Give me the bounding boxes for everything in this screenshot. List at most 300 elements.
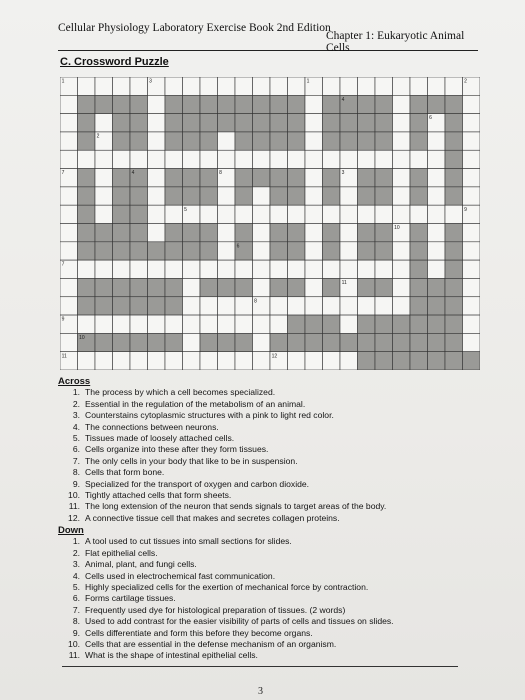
grid-cell-blank[interactable] bbox=[113, 352, 131, 370]
grid-cell-blank[interactable] bbox=[60, 150, 78, 168]
grid-cell-blank[interactable] bbox=[428, 77, 446, 95]
grid-cell-blank[interactable] bbox=[60, 114, 78, 132]
grid-cell-blank[interactable] bbox=[218, 150, 236, 168]
grid-cell-blank[interactable] bbox=[218, 224, 236, 242]
grid-cell-shaded bbox=[78, 205, 96, 223]
grid-cell-blank[interactable] bbox=[393, 77, 411, 95]
grid-cell-blank[interactable] bbox=[113, 260, 131, 278]
grid-cell-shaded bbox=[323, 333, 341, 351]
grid-cell-blank[interactable] bbox=[393, 169, 411, 187]
grid-cell-shaded bbox=[288, 278, 306, 296]
grid-cell-blank[interactable] bbox=[463, 278, 481, 296]
grid-cell-shaded bbox=[165, 114, 183, 132]
grid-cell-blank[interactable] bbox=[305, 224, 323, 242]
grid-cell-blank[interactable] bbox=[305, 297, 323, 315]
grid-cell-blank[interactable] bbox=[375, 150, 393, 168]
grid-cell-shaded bbox=[235, 187, 253, 205]
grid-cell-blank[interactable] bbox=[183, 260, 201, 278]
grid-cell-blank[interactable] bbox=[253, 205, 271, 223]
grid-cell-blank[interactable] bbox=[270, 297, 288, 315]
grid-cell-blank[interactable] bbox=[183, 278, 201, 296]
grid-cell-blank[interactable] bbox=[463, 95, 481, 113]
grid-cell-shaded bbox=[288, 333, 306, 351]
grid-cell-blank[interactable] bbox=[323, 352, 341, 370]
down-clue bbox=[58, 548, 394, 559]
grid-cell-blank[interactable] bbox=[358, 260, 376, 278]
grid-cell-blank[interactable] bbox=[340, 77, 358, 95]
grid-cell-blank[interactable] bbox=[148, 114, 166, 132]
grid-cell-blank[interactable] bbox=[148, 132, 166, 150]
grid-cell-blank[interactable] bbox=[148, 315, 166, 333]
grid-cell-blank[interactable] bbox=[463, 297, 481, 315]
grid-cell-blank[interactable] bbox=[130, 315, 148, 333]
grid-cell-blank[interactable] bbox=[95, 187, 113, 205]
grid-cell-blank[interactable] bbox=[200, 77, 218, 95]
grid-cell-shaded bbox=[428, 95, 446, 113]
grid-cell-shaded bbox=[288, 315, 306, 333]
grid-cell-blank[interactable] bbox=[218, 77, 236, 95]
grid-cell-blank[interactable] bbox=[463, 224, 481, 242]
clue-number: 8. bbox=[72, 467, 80, 478]
grid-cell-shaded bbox=[200, 95, 218, 113]
grid-cell-blank[interactable] bbox=[428, 150, 446, 168]
grid-cell-blank[interactable] bbox=[375, 77, 393, 95]
grid-cell-blank[interactable] bbox=[235, 205, 253, 223]
grid-clue-number: 6 bbox=[236, 243, 240, 250]
grid-cell-blank[interactable] bbox=[95, 150, 113, 168]
grid-cell-blank[interactable] bbox=[235, 150, 253, 168]
grid-cell-blank[interactable] bbox=[305, 260, 323, 278]
grid-cell-blank[interactable] bbox=[253, 77, 271, 95]
grid-cell-blank[interactable] bbox=[200, 150, 218, 168]
grid-cell-blank[interactable] bbox=[165, 205, 183, 223]
grid-cell-shaded bbox=[410, 297, 428, 315]
grid-cell-shaded bbox=[183, 187, 201, 205]
grid-cell-blank[interactable] bbox=[358, 77, 376, 95]
grid-cell-blank[interactable] bbox=[253, 278, 271, 296]
grid-cell-shaded bbox=[358, 315, 376, 333]
grid-cell-shaded bbox=[445, 150, 463, 168]
grid-cell-shaded bbox=[323, 224, 341, 242]
grid-cell-blank[interactable] bbox=[288, 205, 306, 223]
clue-text: Specialized for the transport of oxygen and carbon dioxide. bbox=[85, 478, 310, 489]
grid-cell-shaded bbox=[95, 242, 113, 260]
grid-cell-blank[interactable] bbox=[410, 150, 428, 168]
grid-cell-blank[interactable] bbox=[463, 169, 481, 187]
grid-cell-blank[interactable] bbox=[130, 352, 148, 370]
grid-cell-shaded bbox=[428, 352, 446, 370]
grid-cell-blank[interactable] bbox=[148, 205, 166, 223]
grid-cell-blank[interactable] bbox=[235, 260, 253, 278]
grid-cell-blank[interactable] bbox=[445, 205, 463, 223]
grid-cell-blank[interactable] bbox=[253, 150, 271, 168]
clue-text: What is the shape of intestinal epithelial cells. bbox=[85, 650, 258, 661]
grid-cell-blank[interactable] bbox=[60, 242, 78, 260]
grid-cell-blank[interactable] bbox=[428, 224, 446, 242]
grid-cell-shaded bbox=[235, 278, 253, 296]
grid-cell-blank[interactable] bbox=[410, 205, 428, 223]
grid-cell-blank[interactable] bbox=[428, 187, 446, 205]
clue-number: 5. bbox=[72, 582, 80, 593]
down-clue bbox=[58, 571, 394, 582]
grid-cell-shaded bbox=[183, 169, 201, 187]
grid-clue-number: 8 bbox=[219, 170, 222, 177]
grid-cell-shaded bbox=[165, 297, 183, 315]
grid-cell-shaded bbox=[78, 169, 96, 187]
grid-cell-shaded bbox=[305, 315, 323, 333]
grid-cell-shaded bbox=[270, 187, 288, 205]
grid-cell-blank[interactable] bbox=[60, 187, 78, 205]
grid-cell-shaded bbox=[78, 297, 96, 315]
grid-cell-blank[interactable] bbox=[340, 352, 358, 370]
grid-cell-shaded bbox=[375, 242, 393, 260]
grid-cell-blank[interactable] bbox=[60, 132, 78, 150]
grid-cell-blank[interactable] bbox=[428, 242, 446, 260]
grid-cell-blank[interactable] bbox=[253, 260, 271, 278]
grid-cell-blank[interactable] bbox=[375, 205, 393, 223]
grid-cell-blank[interactable] bbox=[305, 114, 323, 132]
grid-cell-blank[interactable] bbox=[305, 352, 323, 370]
grid-cell-blank[interactable] bbox=[165, 315, 183, 333]
grid-cell-blank[interactable] bbox=[253, 224, 271, 242]
clue-text: Used to add contrast for the easier visibility of parts of cells and tissues on slides. bbox=[85, 616, 394, 627]
grid-cell-blank[interactable] bbox=[463, 187, 481, 205]
grid-cell-blank[interactable] bbox=[305, 205, 323, 223]
grid-cell-blank[interactable] bbox=[463, 114, 481, 132]
grid-cell-blank[interactable] bbox=[323, 297, 341, 315]
grid-cell-blank[interactable] bbox=[270, 205, 288, 223]
clue-number: 2. bbox=[72, 547, 80, 558]
grid-cell-blank[interactable] bbox=[428, 169, 446, 187]
grid-cell-blank[interactable] bbox=[60, 278, 78, 296]
grid-cell-blank[interactable] bbox=[393, 242, 411, 260]
grid-cell-blank[interactable] bbox=[428, 132, 446, 150]
grid-cell-shaded bbox=[445, 114, 463, 132]
grid-cell-shaded bbox=[130, 114, 148, 132]
grid-cell-blank[interactable] bbox=[463, 132, 481, 150]
grid-cell-blank[interactable] bbox=[410, 77, 428, 95]
grid-cell-blank[interactable] bbox=[288, 77, 306, 95]
grid-cell-shaded bbox=[235, 95, 253, 113]
grid-cell-blank[interactable] bbox=[165, 352, 183, 370]
grid-cell-blank[interactable] bbox=[270, 77, 288, 95]
grid-cell-blank[interactable] bbox=[323, 77, 341, 95]
grid-cell-blank[interactable] bbox=[393, 278, 411, 296]
grid-cell-blank[interactable] bbox=[305, 187, 323, 205]
grid-cell-shaded bbox=[288, 95, 306, 113]
grid-cell-blank[interactable] bbox=[200, 260, 218, 278]
grid-cell-blank[interactable] bbox=[218, 297, 236, 315]
grid-cell-shaded bbox=[428, 278, 446, 296]
grid-cell-shaded bbox=[410, 352, 428, 370]
grid-cell-blank[interactable] bbox=[288, 297, 306, 315]
grid-cell-blank[interactable] bbox=[95, 169, 113, 187]
down-clues bbox=[58, 525, 394, 662]
grid-cell-shaded bbox=[375, 224, 393, 242]
grid-cell-shaded bbox=[375, 169, 393, 187]
grid-cell-blank[interactable] bbox=[183, 352, 201, 370]
grid-cell-blank[interactable] bbox=[340, 315, 358, 333]
grid-cell-blank[interactable] bbox=[60, 297, 78, 315]
grid-cell-shaded bbox=[445, 333, 463, 351]
grid-cell-blank[interactable] bbox=[78, 315, 96, 333]
grid-cell-blank[interactable] bbox=[113, 150, 131, 168]
clue-text: Essential in the regulation of the metabolism of an animal. bbox=[85, 398, 306, 409]
clue-number: 9. bbox=[72, 627, 80, 638]
grid-cell-blank[interactable] bbox=[130, 77, 148, 95]
grid-cell-blank[interactable] bbox=[218, 315, 236, 333]
grid-cell-shaded bbox=[410, 224, 428, 242]
grid-cell-blank[interactable] bbox=[200, 205, 218, 223]
grid-cell-blank[interactable] bbox=[305, 150, 323, 168]
grid-cell-blank[interactable] bbox=[340, 297, 358, 315]
grid-cell-shaded bbox=[445, 224, 463, 242]
grid-cell-shaded bbox=[270, 333, 288, 351]
grid-cell-shaded bbox=[148, 242, 166, 260]
clue-number: 1. bbox=[72, 387, 80, 398]
grid-cell-blank[interactable] bbox=[270, 315, 288, 333]
across-clue bbox=[58, 479, 386, 490]
grid-cell-shaded bbox=[358, 95, 376, 113]
clue-text: Cells that form bone. bbox=[85, 467, 165, 478]
grid-cell-blank[interactable] bbox=[130, 260, 148, 278]
grid-cell-blank[interactable] bbox=[130, 150, 148, 168]
grid-cell-blank[interactable] bbox=[95, 315, 113, 333]
grid-cell-blank[interactable] bbox=[340, 260, 358, 278]
grid-cell-shaded bbox=[270, 132, 288, 150]
grid-cell-blank[interactable] bbox=[340, 150, 358, 168]
grid-cell-shaded bbox=[288, 169, 306, 187]
grid-cell-blank[interactable] bbox=[218, 205, 236, 223]
grid-cell-shaded bbox=[148, 333, 166, 351]
grid-cell-blank[interactable] bbox=[463, 150, 481, 168]
grid-cell-blank[interactable] bbox=[323, 150, 341, 168]
grid-cell-blank[interactable] bbox=[340, 187, 358, 205]
grid-cell-blank[interactable] bbox=[78, 77, 96, 95]
grid-cell-blank[interactable] bbox=[463, 260, 481, 278]
grid-cell-blank[interactable] bbox=[218, 187, 236, 205]
grid-cell-blank[interactable] bbox=[253, 187, 271, 205]
grid-cell-blank[interactable] bbox=[235, 352, 253, 370]
grid-cell-blank[interactable] bbox=[463, 333, 481, 351]
grid-cell-blank[interactable] bbox=[340, 224, 358, 242]
grid-cell-blank[interactable] bbox=[218, 352, 236, 370]
grid-cell-blank[interactable] bbox=[113, 315, 131, 333]
grid-cell-shaded bbox=[323, 315, 341, 333]
grid-cell-blank[interactable] bbox=[393, 187, 411, 205]
across-clue bbox=[58, 467, 386, 478]
grid-cell-blank[interactable] bbox=[95, 205, 113, 223]
grid-cell-blank[interactable] bbox=[305, 169, 323, 187]
grid-clue-number: 11 bbox=[341, 280, 347, 287]
footer-divider bbox=[62, 666, 458, 667]
grid-cell-blank[interactable] bbox=[200, 352, 218, 370]
clue-text: Animal, plant, and fungi cells. bbox=[85, 559, 197, 570]
grid-cell-shaded bbox=[288, 187, 306, 205]
grid-cell-blank[interactable] bbox=[183, 77, 201, 95]
grid-cell-blank[interactable] bbox=[253, 333, 271, 351]
grid-cell-shaded bbox=[410, 187, 428, 205]
grid-cell-blank[interactable] bbox=[463, 315, 481, 333]
grid-cell-blank[interactable] bbox=[253, 242, 271, 260]
grid-cell-blank[interactable] bbox=[60, 95, 78, 113]
grid-cell-blank[interactable] bbox=[253, 315, 271, 333]
grid-cell-blank[interactable] bbox=[428, 260, 446, 278]
grid-cell-blank[interactable] bbox=[393, 150, 411, 168]
grid-cell-shaded bbox=[113, 114, 131, 132]
grid-cell-blank[interactable] bbox=[253, 352, 271, 370]
clue-number: 1. bbox=[72, 536, 80, 547]
grid-cell-blank[interactable] bbox=[183, 150, 201, 168]
grid-cell-blank[interactable] bbox=[95, 114, 113, 132]
clue-number: 4. bbox=[72, 421, 80, 432]
grid-cell-blank[interactable] bbox=[95, 352, 113, 370]
grid-clue-number: 11 bbox=[61, 353, 67, 360]
grid-cell-blank[interactable] bbox=[358, 150, 376, 168]
grid-cell-blank[interactable] bbox=[183, 297, 201, 315]
grid-cell-blank[interactable] bbox=[393, 260, 411, 278]
grid-cell-blank[interactable] bbox=[148, 150, 166, 168]
grid-cell-blank[interactable] bbox=[393, 297, 411, 315]
down-heading: Down bbox=[58, 525, 84, 536]
grid-clue-number: 9 bbox=[61, 316, 65, 323]
grid-cell-shaded bbox=[130, 205, 148, 223]
grid-cell-blank[interactable] bbox=[200, 315, 218, 333]
grid-cell-shaded bbox=[95, 297, 113, 315]
grid-cell-blank[interactable] bbox=[235, 297, 253, 315]
grid-cell-blank[interactable] bbox=[270, 150, 288, 168]
grid-cell-shaded bbox=[113, 95, 131, 113]
grid-cell-shaded bbox=[445, 242, 463, 260]
clue-number: 10. bbox=[68, 639, 80, 650]
grid-cell-blank[interactable] bbox=[183, 315, 201, 333]
clue-text: Cells organize into these after they form tissues. bbox=[85, 444, 269, 455]
grid-cell-blank[interactable] bbox=[165, 260, 183, 278]
chapter-title: Chapter 1: Eukaryotic Animal Cells bbox=[326, 30, 465, 54]
grid-cell-blank[interactable] bbox=[95, 77, 113, 95]
grid-cell-shaded bbox=[130, 278, 148, 296]
grid-cell-shaded bbox=[235, 114, 253, 132]
grid-cell-shaded bbox=[183, 95, 201, 113]
clue-text: Tightly attached cells that form sheets. bbox=[85, 490, 232, 501]
grid-cell-shaded bbox=[183, 224, 201, 242]
grid-cell-blank[interactable] bbox=[95, 260, 113, 278]
grid-cell-blank[interactable] bbox=[165, 150, 183, 168]
grid-cell-blank[interactable] bbox=[218, 242, 236, 260]
across-clue bbox=[58, 410, 386, 421]
grid-cell-blank[interactable] bbox=[60, 205, 78, 223]
grid-cell-shaded bbox=[463, 352, 481, 370]
grid-cell-blank[interactable] bbox=[235, 315, 253, 333]
clue-text: Forms cartilage tissues. bbox=[85, 593, 176, 604]
clue-text: The connections between neurons. bbox=[85, 421, 219, 432]
grid-cell-blank[interactable] bbox=[200, 297, 218, 315]
grid-cell-blank[interactable] bbox=[148, 224, 166, 242]
grid-cell-blank[interactable] bbox=[358, 297, 376, 315]
clue-number: 4. bbox=[72, 570, 80, 581]
grid-cell-shaded bbox=[235, 169, 253, 187]
grid-cell-blank[interactable] bbox=[305, 95, 323, 113]
grid-cell-blank[interactable] bbox=[323, 260, 341, 278]
grid-cell-blank[interactable] bbox=[393, 205, 411, 223]
grid-cell-blank[interactable] bbox=[218, 260, 236, 278]
grid-cell-blank[interactable] bbox=[235, 77, 253, 95]
grid-cell-shaded bbox=[218, 114, 236, 132]
grid-clue-number: 10 bbox=[79, 334, 85, 341]
grid-cell-shaded bbox=[113, 333, 131, 351]
grid-cell-shaded bbox=[130, 297, 148, 315]
grid-cell-blank[interactable] bbox=[340, 205, 358, 223]
grid-cell-shaded bbox=[130, 242, 148, 260]
grid-cell-shaded bbox=[235, 224, 253, 242]
grid-cell-shaded bbox=[445, 169, 463, 187]
grid-cell-blank[interactable] bbox=[60, 333, 78, 351]
page-header bbox=[58, 22, 478, 54]
grid-cell-blank[interactable] bbox=[428, 205, 446, 223]
grid-cell-blank[interactable] bbox=[305, 278, 323, 296]
grid-cell-shaded bbox=[323, 169, 341, 187]
grid-cell-blank[interactable] bbox=[323, 205, 341, 223]
grid-cell-blank[interactable] bbox=[148, 95, 166, 113]
grid-clue-number: 6 bbox=[429, 115, 432, 122]
grid-cell-shaded bbox=[200, 169, 218, 187]
grid-cell-shaded bbox=[410, 169, 428, 187]
grid-cell-blank[interactable] bbox=[305, 242, 323, 260]
grid-clue-number: 3 bbox=[341, 170, 345, 177]
grid-cell-blank[interactable] bbox=[78, 260, 96, 278]
grid-cell-blank[interactable] bbox=[393, 95, 411, 113]
grid-cell-shaded bbox=[95, 224, 113, 242]
grid-clue-number: 2 bbox=[464, 78, 467, 85]
grid-cell-blank[interactable] bbox=[148, 260, 166, 278]
grid-cell-blank[interactable] bbox=[183, 333, 201, 351]
grid-cell-blank[interactable] bbox=[288, 260, 306, 278]
grid-cell-shaded bbox=[78, 278, 96, 296]
grid-cell-blank[interactable] bbox=[148, 352, 166, 370]
down-clue bbox=[58, 559, 394, 570]
grid-cell-shaded bbox=[200, 114, 218, 132]
grid-cell-blank[interactable] bbox=[148, 169, 166, 187]
across-clue bbox=[58, 387, 386, 398]
grid-cell-shaded bbox=[253, 169, 271, 187]
grid-cell-blank[interactable] bbox=[288, 352, 306, 370]
grid-cell-blank[interactable] bbox=[78, 352, 96, 370]
grid-cell-blank[interactable] bbox=[305, 132, 323, 150]
grid-cell-blank[interactable] bbox=[165, 77, 183, 95]
grid-cell-blank[interactable] bbox=[445, 77, 463, 95]
grid-cell-blank[interactable] bbox=[393, 114, 411, 132]
grid-cell-blank[interactable] bbox=[375, 297, 393, 315]
grid-cell-blank[interactable] bbox=[375, 260, 393, 278]
grid-cell-blank[interactable] bbox=[78, 150, 96, 168]
clue-number: 2. bbox=[72, 398, 80, 409]
grid-cell-shaded bbox=[393, 352, 411, 370]
grid-cell-blank[interactable] bbox=[288, 150, 306, 168]
grid-cell-shaded bbox=[375, 352, 393, 370]
grid-cell-blank[interactable] bbox=[393, 132, 411, 150]
grid-cell-shaded bbox=[218, 95, 236, 113]
grid-cell-blank[interactable] bbox=[463, 242, 481, 260]
grid-cell-blank[interactable] bbox=[270, 260, 288, 278]
grid-cell-blank[interactable] bbox=[148, 187, 166, 205]
grid-cell-blank[interactable] bbox=[113, 77, 131, 95]
grid-cell-shaded bbox=[78, 242, 96, 260]
grid-cell-shaded bbox=[323, 114, 341, 132]
grid-cell-blank[interactable] bbox=[340, 242, 358, 260]
grid-cell-blank[interactable] bbox=[358, 205, 376, 223]
grid-cell-blank[interactable] bbox=[218, 132, 236, 150]
grid-cell-blank[interactable] bbox=[60, 224, 78, 242]
